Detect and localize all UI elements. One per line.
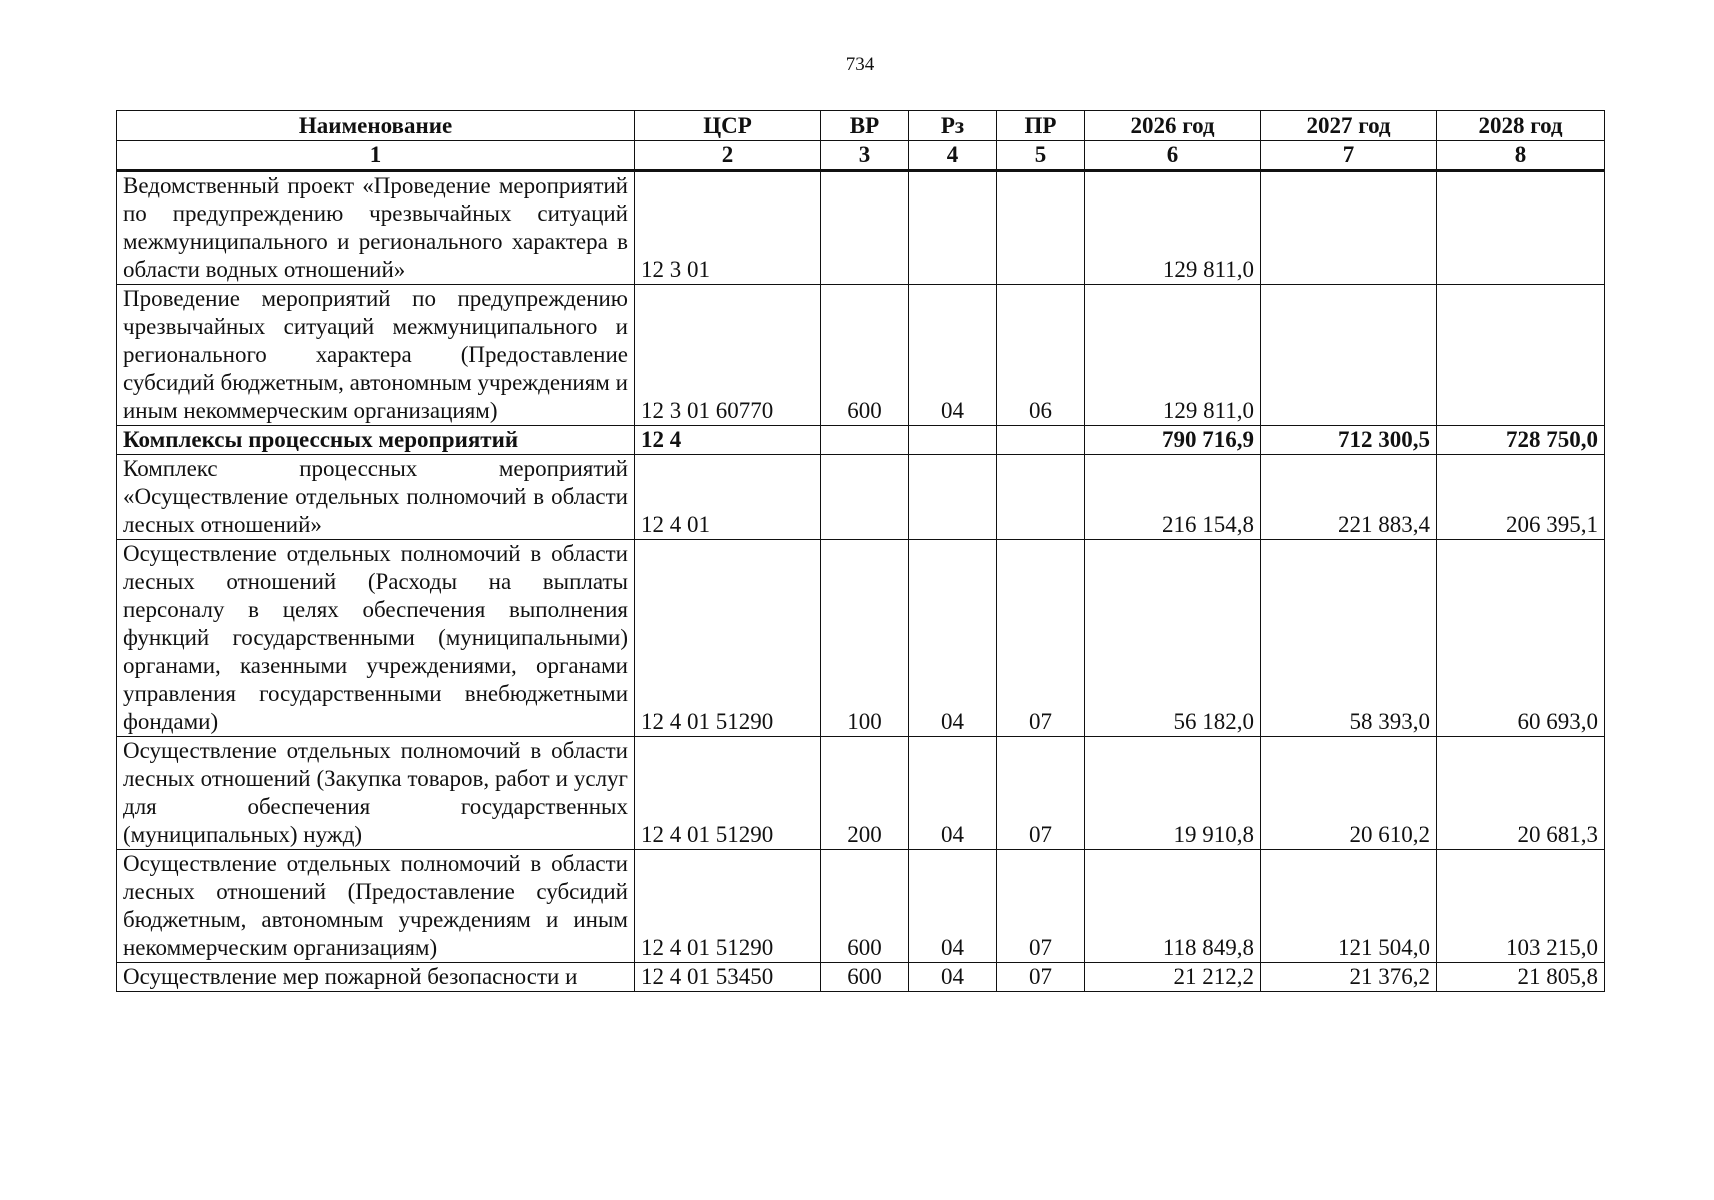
column-number: 1 xyxy=(117,141,635,171)
table-row-total xyxy=(117,426,1605,455)
cell-name: Осуществление мер пожарной безопасности и xyxy=(117,963,635,992)
column-number: 2 xyxy=(635,141,821,171)
cell-csr: 12 4 01 xyxy=(635,455,821,540)
cell-pr: 06 xyxy=(997,285,1085,426)
cell-csr: 12 4 xyxy=(635,426,821,455)
header-name: Наименование xyxy=(117,111,635,141)
cell-2028: 103 215,0 xyxy=(1437,850,1605,963)
cell-name: Осуществление отдельных полномочий в области лесных отношений (Предоставление субсидий бюджетным, автономным учреждениям и иным некоммерческим организациям) xyxy=(117,850,635,963)
cell-csr: 12 4 01 53450 xyxy=(635,963,821,992)
cell-pr: 07 xyxy=(997,963,1085,992)
header-2027: 2027 год xyxy=(1261,111,1437,141)
column-number: 3 xyxy=(821,141,909,171)
cell-2027: 121 504,0 xyxy=(1261,850,1437,963)
cell-rz xyxy=(909,455,997,540)
cell-2027: 221 883,4 xyxy=(1261,455,1437,540)
cell-pr xyxy=(997,455,1085,540)
cell-2026: 19 910,8 xyxy=(1085,737,1261,850)
table-row xyxy=(117,850,1605,963)
header-csr: ЦСР xyxy=(635,111,821,141)
column-number: 8 xyxy=(1437,141,1605,171)
column-number: 6 xyxy=(1085,141,1261,171)
page-number: 734 xyxy=(845,54,875,75)
cell-2027: 712 300,5 xyxy=(1261,426,1437,455)
cell-2027: 58 393,0 xyxy=(1261,540,1437,737)
header-pr: ПР xyxy=(997,111,1085,141)
cell-pr: 07 xyxy=(997,850,1085,963)
cell-2028: 206 395,1 xyxy=(1437,455,1605,540)
cell-csr: 12 4 01 51290 xyxy=(635,540,821,737)
cell-vr: 200 xyxy=(821,737,909,850)
cell-name: Проведение мероприятий по предупреждению чрезвычайных ситуаций межмуниципального и регионального характера (Предоставление субсидий бюджетным, автономным учреждениям и иным некоммерческим организациям) xyxy=(117,285,635,426)
header-2026: 2026 год xyxy=(1085,111,1261,141)
cell-rz: 04 xyxy=(909,963,997,992)
cell-vr: 600 xyxy=(821,963,909,992)
budget-table xyxy=(116,110,1605,992)
table-row xyxy=(117,540,1605,737)
cell-2026: 216 154,8 xyxy=(1085,455,1261,540)
cell-2026: 56 182,0 xyxy=(1085,540,1261,737)
cell-name: Осуществление отдельных полномочий в области лесных отношений (Закупка товаров, работ и услуг для обеспечения государственных (муниципальных) нужд) xyxy=(117,737,635,850)
cell-2026: 21 212,2 xyxy=(1085,963,1261,992)
cell-csr: 12 4 01 51290 xyxy=(635,737,821,850)
cell-csr: 12 3 01 60770 xyxy=(635,285,821,426)
cell-vr xyxy=(821,426,909,455)
cell-vr: 600 xyxy=(821,850,909,963)
cell-2028: 21 805,8 xyxy=(1437,963,1605,992)
table-row xyxy=(117,963,1605,992)
cell-rz: 04 xyxy=(909,285,997,426)
cell-csr: 12 4 01 51290 xyxy=(635,850,821,963)
cell-rz xyxy=(909,171,997,285)
cell-2028: 728 750,0 xyxy=(1437,426,1605,455)
header-vr: ВР xyxy=(821,111,909,141)
cell-2026: 129 811,0 xyxy=(1085,171,1261,285)
cell-2027 xyxy=(1261,171,1437,285)
cell-rz xyxy=(909,426,997,455)
header-2028: 2028 год xyxy=(1437,111,1605,141)
cell-name: Осуществление отдельных полномочий в области лесных отношений (Расходы на выплаты персоналу в целях обеспечения выполнения функций государственными (муниципальными) органами, казенными учреждениями, органами управления государственными внебюджетными фондами) xyxy=(117,540,635,737)
cell-rz: 04 xyxy=(909,540,997,737)
cell-vr: 100 xyxy=(821,540,909,737)
cell-2027: 20 610,2 xyxy=(1261,737,1437,850)
header-rz: Рз xyxy=(909,111,997,141)
cell-csr: 12 3 01 xyxy=(635,171,821,285)
cell-vr: 600 xyxy=(821,285,909,426)
cell-name: Комплексы процессных мероприятий xyxy=(117,426,635,455)
cell-2026: 790 716,9 xyxy=(1085,426,1261,455)
cell-2028 xyxy=(1437,285,1605,426)
cell-vr xyxy=(821,455,909,540)
header-row xyxy=(117,111,1605,141)
cell-name: Ведомственный проект «Проведение мероприятий по предупреждению чрезвычайных ситуаций межмуниципального и регионального характера в области водных отношений» xyxy=(117,171,635,285)
cell-2028 xyxy=(1437,171,1605,285)
cell-pr: 07 xyxy=(997,540,1085,737)
cell-rz: 04 xyxy=(909,737,997,850)
column-number: 5 xyxy=(997,141,1085,171)
cell-pr: 07 xyxy=(997,737,1085,850)
cell-2026: 118 849,8 xyxy=(1085,850,1261,963)
table-row xyxy=(117,171,1605,285)
cell-2028: 60 693,0 xyxy=(1437,540,1605,737)
cell-2028: 20 681,3 xyxy=(1437,737,1605,850)
column-number: 7 xyxy=(1261,141,1437,171)
table-row xyxy=(117,737,1605,850)
cell-2027: 21 376,2 xyxy=(1261,963,1437,992)
cell-pr xyxy=(997,171,1085,285)
column-number: 4 xyxy=(909,141,997,171)
cell-2027 xyxy=(1261,285,1437,426)
cell-rz: 04 xyxy=(909,850,997,963)
column-number-row xyxy=(117,141,1605,171)
cell-2026: 129 811,0 xyxy=(1085,285,1261,426)
table-row xyxy=(117,285,1605,426)
table-row xyxy=(117,455,1605,540)
cell-vr xyxy=(821,171,909,285)
cell-pr xyxy=(997,426,1085,455)
cell-name: Комплекс процессных мероприятий «Осуществление отдельных полномочий в области лесных отношений» xyxy=(117,455,635,540)
